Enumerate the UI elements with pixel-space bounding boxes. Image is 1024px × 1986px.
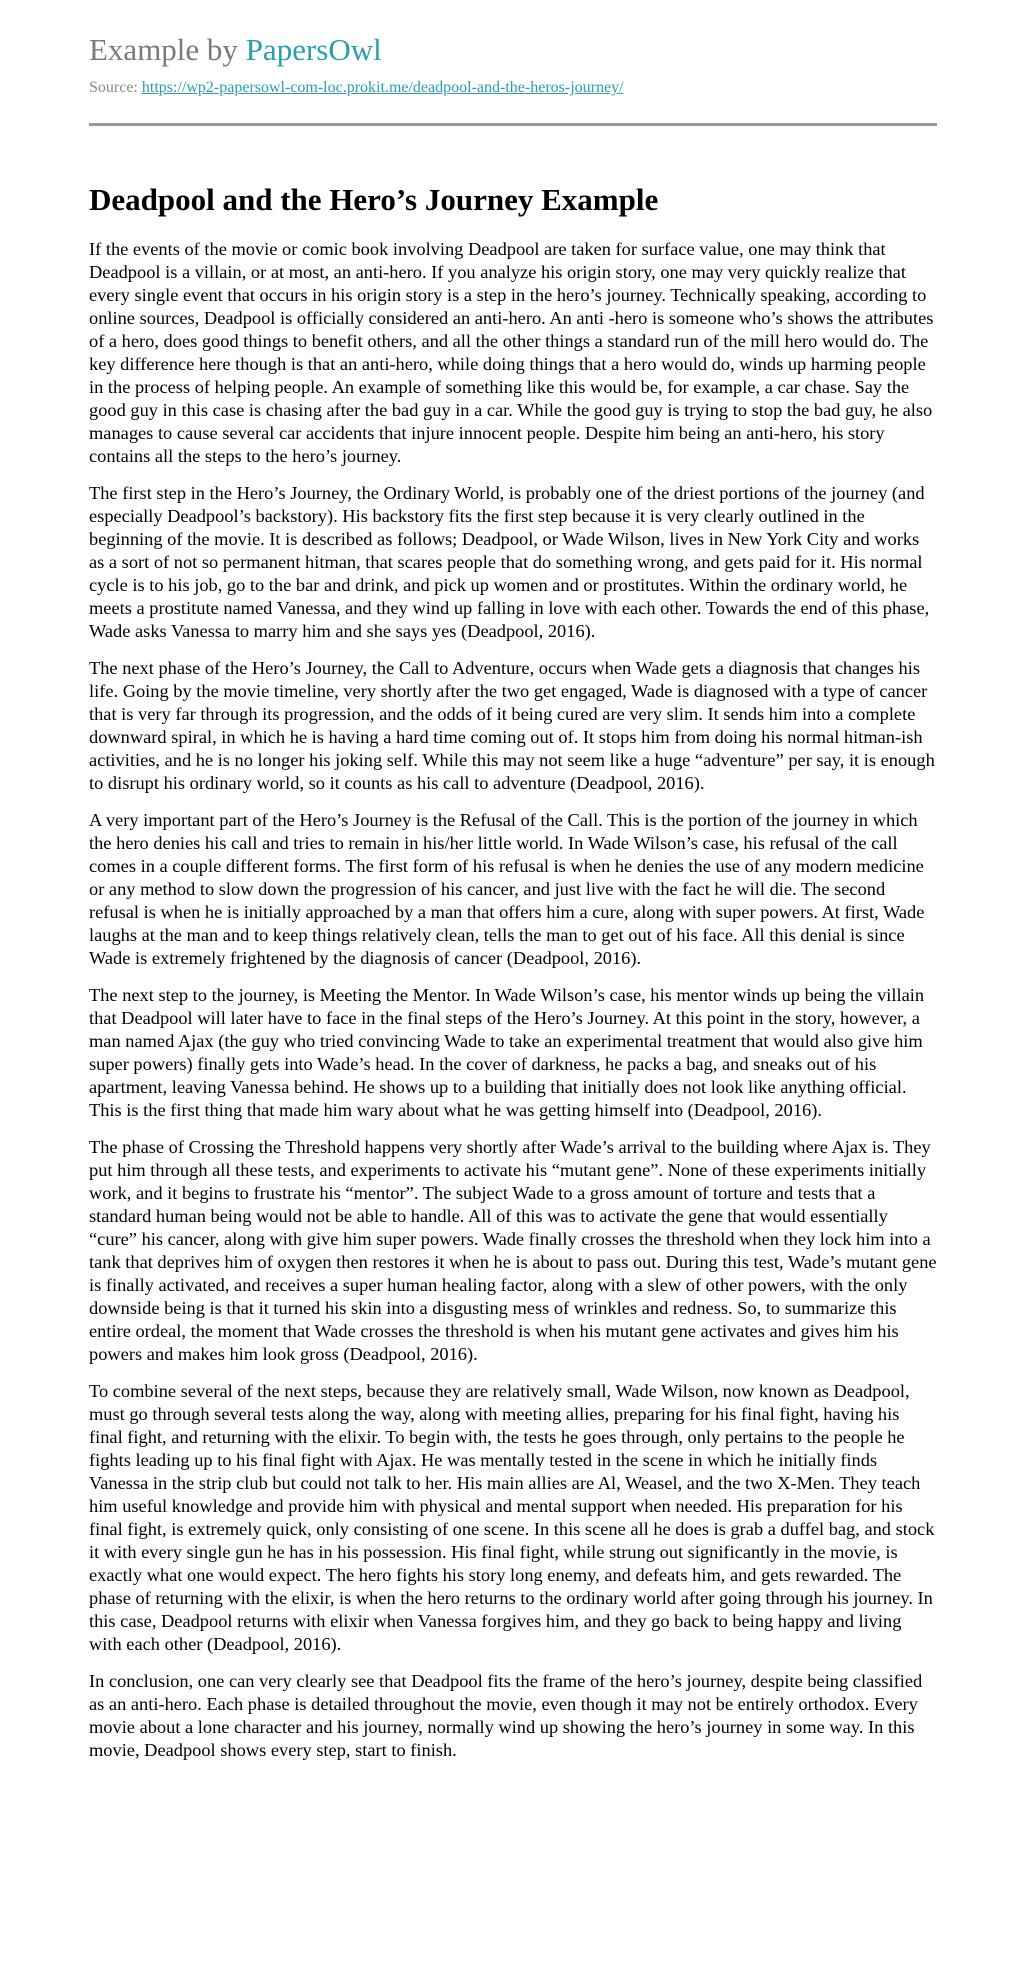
brand-prefix: Example by bbox=[89, 32, 238, 67]
paragraph-6: The phase of Crossing the Threshold happens very shortly after Wade’s arrival to the building where Ajax is. They put him through all these tests, and experiments to activate his “mutant gene”. None of these experiments initially work, and it begins to frustrate his “mentor”. The subject Wade to a gross amount of torture and tests that a standard human being would not be able to handle. All of this was to activate the gene that would essentially “cure” his cancer, along with give him super powers. Wade finally crosses the threshold when they lock him into a tank that deprives him of oxygen then restores it when he is about to pass out. During this test, Wade’s mutant gene is finally activated, and receives a super human healing factor, along with a slew of other powers, with the only downside being is that it turned his skin into a disgusting mess of wrinkles and redness. So, to summarize this entire ordeal, the moment that Wade crosses the threshold is when his mutant gene activates and gives him his powers and makes him look gross (Deadpool, 2016). bbox=[89, 1137, 937, 1364]
article bbox=[89, 178, 937, 1776]
paragraph-3: The next phase of the Hero’s Journey, the Call to Adventure, occurs when Wade gets a diagnosis that changes his life. Going by the movie timeline, very shortly after the two get engaged, Wade is diagnosed with a type of cancer that is very far through its progression, and the odds of it being cured are very slim. It sends him into a complete downward spiral, in which he is having a hard time coming out of. It stops him from doing his normal hitman-ish activities, and he is no longer his joking self. While this may not seem like a huge “adventure” per say, it is enough to disrupt his ordinary world, so it counts as his call to adventure (Deadpool, 2016). bbox=[89, 658, 935, 793]
brand-line bbox=[89, 28, 937, 72]
paragraph-5: The next step to the journey, is Meeting the Mentor. In Wade Wilson’s case, his mentor winds up being the villain that Deadpool will later have to face in the final steps of the Hero’s Journey. At this point in the story, however, a man named Ajax (the guy who tried convincing Wade to take an experimental treatment that would also give him super powers) finally gets into Wade’s head. In the cover of darkness, he packs a bag, and sneaks out of his apartment, leaving Vanessa behind. He shows up to a building that initially does not look like anything official. This is the first thing that made him wary about what he was getting himself into (Deadpool, 2016). bbox=[89, 985, 925, 1120]
source-line bbox=[89, 78, 937, 98]
paragraph-8: In conclusion, one can very clearly see that Deadpool fits the frame of the hero’s journey, despite being classified as an anti-hero. Each phase is detailed throughout the movie, even though it may not be entirely orthodox. Every movie about a lone character and his journey, normally wind up showing the hero’s journey in some way. In this movie, Deadpool shows every step, start to finish. bbox=[89, 1671, 923, 1760]
paragraph-1: If the events of the movie or comic book involving Deadpool are taken for surface value, one may think that Deadpool is a villain, or at most, an anti-hero. If you analyze his origin story, one may very quickly realize that every single event that occurs in his origin story is a step in the hero’s journey. Technically speaking, according to online sources, Deadpool is officially considered an anti-hero. An anti -hero is someone who’s shows the attributes of a hero, does good things to benefit others, and all the other things a standard run of the mill hero would do. The key difference here though is that an anti-hero, while doing things that a hero would do, winds up harming people in the process of helping people. An example of something like this would be, for example, a car chase. Say the good guy in this case is chasing after the bad guy in a car. While the good guy is trying to stop the bad guy, he also manages to cause several car accidents that injure innocent people. Despite him being an anti-hero, his story contains all the steps to the hero’s journey. bbox=[89, 239, 934, 466]
header-divider bbox=[89, 123, 937, 126]
paragraph-4: A very important part of the Hero’s Journey is the Refusal of the Call. This is the portion of the journey in which the hero denies his call and tries to remain in his/her little world. In Wade Wilson’s case, his refusal of the call comes in a couple different forms. The first form of his refusal is when he denies the use of any modern medicine or any method to slow down the progression of his cancer, and just live with the fact he will die. The second refusal is when he is initially approached by a man that offers him a cure, along with super powers. At first, Wade laughs at the man and to keep things relatively clean, tells the man to get out of his face. All this denial is since Wade is extremely frightened by the diagnosis of cancer (Deadpool, 2016). bbox=[89, 810, 925, 968]
source-link[interactable]: https://wp2-papersowl-com-loc.prokit.me/deadpool-and-the-heros-journey/ bbox=[141, 79, 624, 96]
page-title: Deadpool and the Hero’s Journey Example bbox=[89, 182, 659, 217]
header bbox=[89, 28, 937, 98]
brand-name[interactable]: PapersOwl bbox=[245, 32, 382, 67]
paragraph-2: The first step in the Hero’s Journey, the Ordinary World, is probably one of the driest portions of the journey (and especially Deadpool’s backstory). His backstory fits the first step because it is very clearly outlined in the beginning of the movie. It is described as follows; Deadpool, or Wade Wilson, lives in New York City and works as a sort of not so permanent hitman, that scares people that do something wrong, and gets paid for it. His normal cycle is to his job, go to the bar and drink, and pick up women and or prostitutes. Within the ordinary world, he meets a prostitute named Vanessa, and they wind up falling in love with each other. Towards the end of this phase, Wade asks Vanessa to marry him and she says yes (Deadpool, 2016). bbox=[89, 483, 930, 641]
paragraph-7: To combine several of the next steps, because they are relatively small, Wade Wilson, now known as Deadpool, must go through several tests along the way, along with meeting allies, preparing for his final fight, having his final fight, and returning with the elixir. To begin with, the tests he goes through, only pertains to the people he fights leading up to his final fight with Ajax. He was mentally tested in the scene in which he initially finds Vanessa in the strip club but could not talk to her. His main allies are Al, Weasel, and the two X-Men. They teach him useful knowledge and provide him with physical and mental support when needed. His preparation for his final fight, is extremely quick, only consisting of one scene. In this scene all he does is grab a duffel bag, and stock it with every single gun he has in his possession. His final fight, while strung out significantly in the movie, is exactly what one would expect. The hero fights his story long enemy, and defeats him, and gets rewarded. The phase of returning with the elixir, is when the hero returns to the ordinary world after going through his journey. In this case, Deadpool returns with elixir when Vanessa forgives him, and they go back to being happy and living with each other (Deadpool, 2016). bbox=[89, 1381, 935, 1654]
source-label: Source: bbox=[89, 79, 138, 96]
